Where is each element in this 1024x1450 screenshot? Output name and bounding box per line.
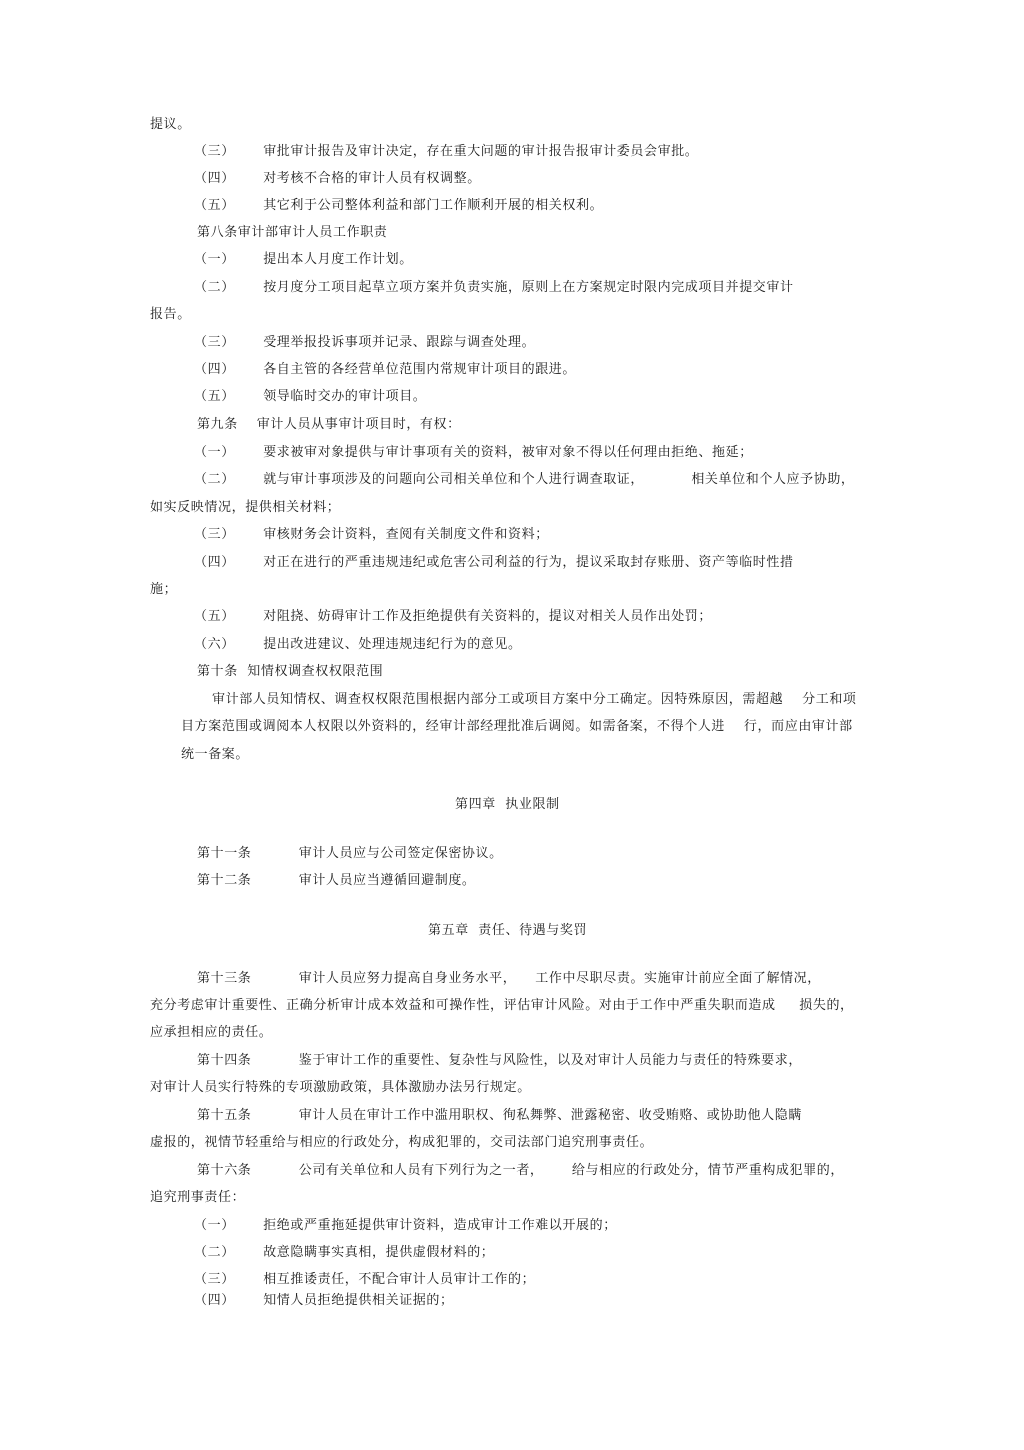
article-line: 第十四条 鉴于审计工作的重要性、复杂性与风险性，以及对审计人员能力与责任的特殊要求， — [197, 1053, 802, 1068]
list-item: （三） 审核财务会计资料，查阅有关制度文件和资料； — [194, 527, 549, 542]
list-item: （二） 故意隐瞒事实真相，提供虚假材料的； — [194, 1245, 495, 1260]
list-item: （六） 提出改进建议、处理违规违纪行为的意见。 — [194, 637, 522, 652]
list-item: （一） 拒绝或严重拖延提供审计资料，造成审计工作难以开展的； — [194, 1218, 617, 1233]
text-line: 提议。 — [150, 117, 191, 132]
list-item: （三） 审批审计报告及审计决定，存在重大问题的审计报告报审计委员会审批。 — [194, 144, 699, 159]
list-item: （四） 对正在进行的严重违规违纪或危害公司利益的行为，提议采取封存账册、资产等临时性措 — [194, 555, 794, 570]
article-line: 第十三条 审计人员应努力提高自身业务水平， 工作中尽职尽责。实施审计前应全面了解情况， — [197, 971, 821, 986]
list-item: （三） 相互推诿责任，不配合审计人员审计工作的； — [194, 1272, 536, 1287]
chapter-heading: 第五章 责任、待遇与奖罚 — [428, 923, 588, 938]
article-line: 第十五条 审计人员在审计工作中滥用职权、徇私舞弊、泄露秘密、收受贿赂、或协助他人隐瞒 — [197, 1108, 802, 1123]
paragraph-line: 应承担相应的责任。 — [150, 1025, 273, 1040]
list-item: （五） 其它利于公司整体利益和部门工作顺利开展的相关权利。 — [194, 198, 604, 213]
list-item: （二） 按月度分工项目起草立项方案并负责实施，原则上在方案规定时限内完成项目并提交审计 — [194, 280, 794, 295]
paragraph-line: 对审计人员实行特殊的专项激励政策，具体激励办法另行规定。 — [150, 1080, 531, 1095]
paragraph-line: 统一备案。 — [181, 747, 250, 762]
list-item: （一） 提出本人月度工作计划。 — [194, 252, 413, 267]
paragraph-line: 审计部人员知情权、调查权权限范围根据内部分工或项目方案中分工确定。因特殊原因，需超越 分工和项 — [212, 692, 857, 707]
list-item: （四） 各自主管的各经营单位范围内常规审计项目的跟进。 — [194, 362, 576, 377]
text-line: 报告。 — [150, 307, 191, 322]
article-line: 第十一条 审计人员应与公司签定保密协议。 — [197, 846, 503, 861]
text-line: 施； — [150, 582, 178, 597]
paragraph-line: 充分考虑审计重要性、正确分析审计成本效益和可操作性，评估审计风险。对由于工作中严重失职而造成 损失的， — [150, 998, 854, 1013]
chapter-heading: 第四章 执业限制 — [455, 797, 560, 812]
list-item: （一） 要求被审对象提供与审计事项有关的资料，被审对象不得以任何理由拒绝、拖延； — [194, 445, 753, 460]
list-item: （四） 对考核不合格的审计人员有权调整。 — [194, 171, 481, 186]
paragraph-line: 目方案范围或调阅本人权限以外资料的，经审计部经理批准后调阅。如需备案，不得个人进 行，而应由审计部 — [181, 719, 853, 734]
list-item: （五） 领导临时交办的审计项目。 — [194, 389, 427, 404]
article-line: 第十六条 公司有关单位和人员有下列行为之一者， 给与相应的行政处分，情节严重构成犯罪的， — [197, 1163, 844, 1178]
article-heading: 第十条 知情权调查权权限范围 — [197, 664, 384, 679]
text-line: 如实反映情况，提供相关材料； — [150, 500, 341, 515]
list-item: （四） 知情人员拒绝提供相关证据的； — [194, 1293, 454, 1308]
article-line: 第十二条 审计人员应当遵循回避制度。 — [197, 873, 476, 888]
paragraph-line: 追究刑事责任： — [150, 1190, 246, 1205]
paragraph-line: 虚报的，视情节轻重给与相应的行政处分，构成犯罪的，交司法部门追究刑事责任。 — [150, 1135, 654, 1150]
list-item: （二） 就与审计事项涉及的问题向公司相关单位和个人进行调查取证， 相关单位和个人应予协助， — [194, 472, 855, 487]
article-heading: 第九条 审计人员从事审计项目时，有权： — [197, 417, 461, 432]
article-heading: 第八条审计部审计人员工作职责 — [197, 225, 388, 240]
list-item: （三） 受理举报投诉事项并记录、跟踪与调查处理。 — [194, 335, 536, 350]
list-item: （五） 对阻挠、妨碍审计工作及拒绝提供有关资料的，提议对相关人员作出处罚； — [194, 609, 712, 624]
